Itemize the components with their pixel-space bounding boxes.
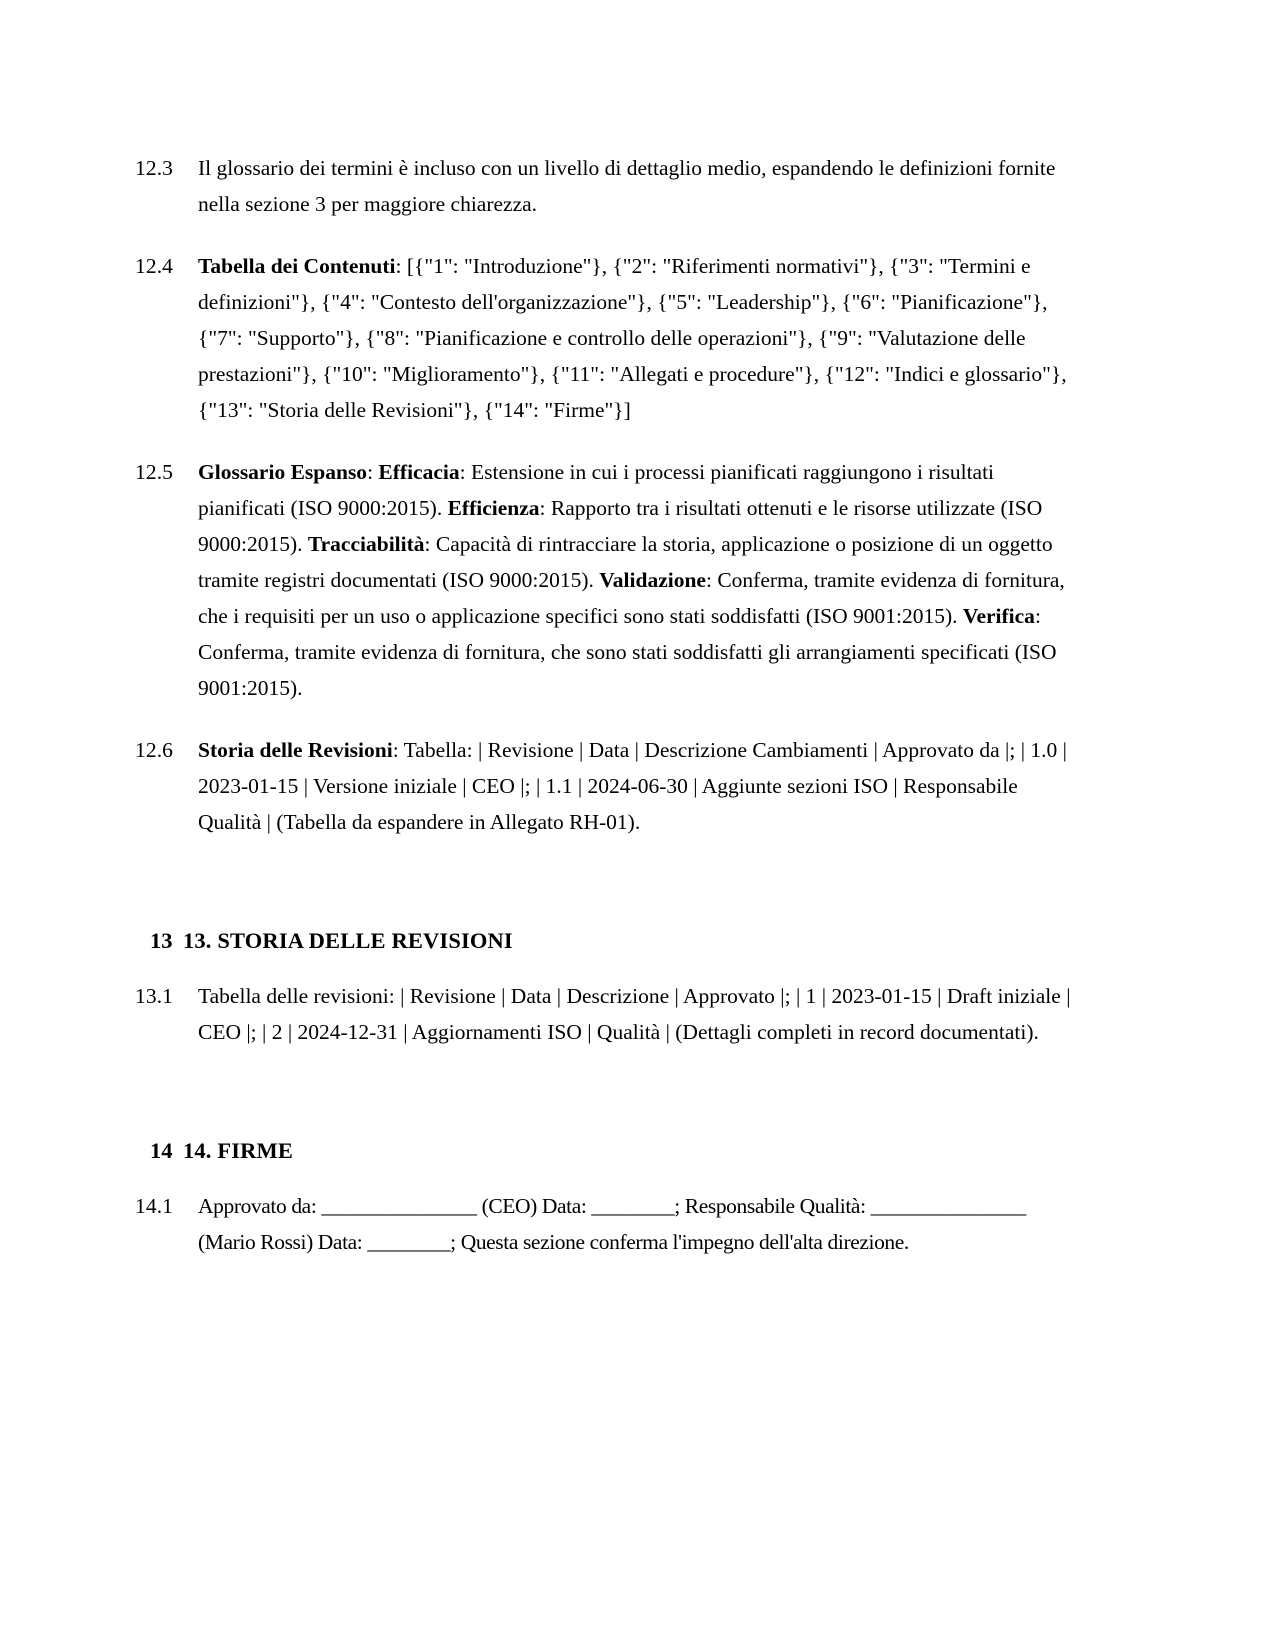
clause-lead-term: Storia delle Revisioni [198,738,393,762]
glossary-term: Verifica [962,604,1035,628]
glossary-term: Tracciabilità [307,532,425,556]
clause-number: 12.3 [135,156,174,180]
clause-lead-term: Tabella dei Contenuti [198,254,396,278]
clause-number: 12.6 [135,738,174,762]
clause-12-6 [135,732,1079,840]
clause-12-3 [135,150,1079,222]
glossary-text [198,454,1079,706]
clause-12-4 [135,248,1079,428]
glossary-term: Efficacia [378,460,460,484]
glossary-definition: : [367,460,379,484]
signature-text: Approvato da: _______________ (CEO) Data: ________; Responsabile Qualità: _______________ (Mario Rossi) Data: ________; Questa sezione conferma l'impegno dell'alta direzione. [198,1194,1026,1254]
section-heading-13 [135,924,1079,958]
glossary-definition: : Conferma, tramite evidenza di fornitura, che i requisiti per un uso o applicazione specifici sono stati soddisfatti (ISO 9001:2015). [198,568,1065,628]
section-spacer [135,1076,1079,1134]
clause-14-1 [135,1188,1079,1260]
glossary-definition: : Conferma, tramite evidenza di fornitura, che sono stati soddisfatti gli arrangiamenti specificati (ISO 9001:2015). [198,604,1057,700]
clause-body-text: : Tabella: | Revisione | Data | Descrizione Cambiamenti | Approvato da |; | 1.0 | 2023-01-15 | Versione iniziale | CEO |; | 1.1 | 2024-06-30 | Aggiunte sezioni ISO | Responsabile Qualità | (Tabella da espandere in Allegato RH-01). [198,738,1067,834]
section-number: 14 [150,1138,173,1163]
clause-number: 12.4 [135,254,174,278]
glossary-term: Efficienza [447,496,540,520]
section-spacer [135,866,1079,924]
clause-lead-term: Glossario Espanso [198,460,368,484]
section-title: 13. STORIA DELLE REVISIONI [183,928,513,953]
clause-number: 12.5 [135,460,174,484]
clause-text [198,248,1079,428]
heading-spacer [135,1168,1079,1188]
glossary-definition: : Capacità di rintracciare la storia, applicazione o posizione di un oggetto tramite registri documentati (ISO 9000:2015). [198,532,1053,592]
clause-12-5 [135,454,1079,706]
glossary-segments [198,460,1065,700]
glossary-term: Validazione [599,568,706,592]
glossary-definition: : Rapporto tra i risultati ottenuti e le risorse utilizzate (ISO 9000:2015). [198,496,1043,556]
glossary-definition: : Estensione in cui i processi pianificati raggiungono i risultati pianificati (ISO 9000:2015). [198,460,995,520]
section-number: 13 [150,928,173,953]
section-heading-14 [135,1134,1079,1168]
clause-text [198,732,1079,840]
section-title: 14. FIRME [183,1138,294,1163]
clause-number: 13.1 [135,984,174,1008]
clause-13-1 [135,978,1079,1050]
clause-text: Il glossario dei termini è incluso con un livello di dettaglio medio, espandendo le definizioni fornite nella sezione 3 per maggiore chiarezza. [198,156,1056,216]
clause-number: 14.1 [135,1194,174,1218]
clause-body-text: : [{"1": "Introduzione"}, {"2": "Riferimenti normativi"}, {"3": "Termini e definizioni"}, {"4": "Contesto dell'organizzazione"}, {"5": "Leadership"}, {"6": "Pianificazione"}, {"7": "Supporto"}, {"8": "Pianificazione e controllo delle operazioni"}, {"9": "Valutazione delle prestazioni"}, {"10": "Miglioramento"}, {"11": "Allegati e procedure"}, {"12": "Indici e glossario"}, {"13": "Storia delle Revisioni"}, {"14": "Firme"}] [198,254,1067,422]
heading-spacer [135,958,1079,978]
clause-text: Tabella delle revisioni: | Revisione | Data | Descrizione | Approvato |; | 1 | 2023-01-15 | Draft iniziale | CEO |; | 2 | 2024-12-31 | Aggiornamenti ISO | Qualità | (Dettagli completi in record documentati). [198,984,1071,1044]
